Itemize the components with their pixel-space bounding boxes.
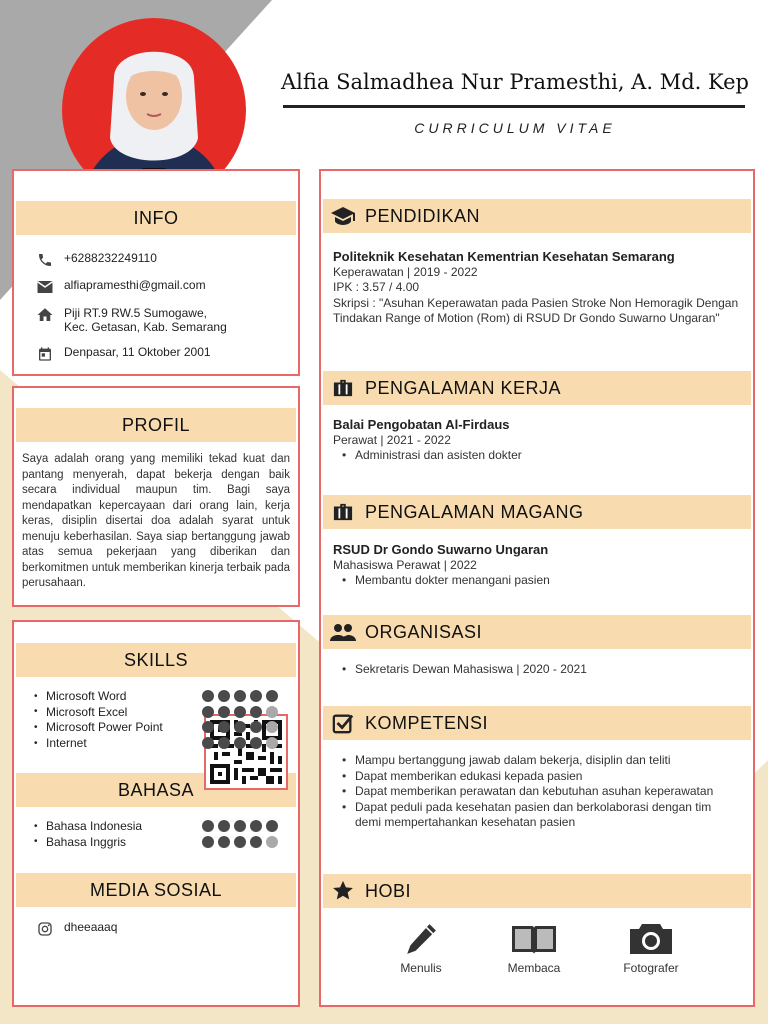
magang-entry xyxy=(333,542,741,589)
magang-place: RSUD Dr Gondo Suwarno Ungaran xyxy=(333,542,549,557)
skill-level-dots xyxy=(202,737,278,749)
bullet: • xyxy=(34,737,38,749)
language-level-dots xyxy=(202,820,278,832)
hobby-label: Fotografer xyxy=(623,961,679,975)
skill-row xyxy=(34,704,278,720)
skill-level-dots xyxy=(202,706,278,718)
briefcase-icon xyxy=(329,374,357,402)
level-dot-empty xyxy=(266,721,278,733)
document-subtitle: CURRICULUM VITAE xyxy=(414,120,616,136)
skill-level-dots xyxy=(202,690,278,702)
kompetensi-item: • Dapat memberikan perawatan dan kebutuhan asuhan keperawatan xyxy=(333,784,729,800)
kerja-band xyxy=(323,371,751,405)
school-name: Politeknik Kesehatan Kementrian Kesehatan Semarang xyxy=(333,249,675,264)
organisasi-item: • Sekretaris Dewan Mahasiswa | 2020 - 2021 xyxy=(333,662,741,678)
media-title: MEDIA SOSIAL xyxy=(16,873,296,907)
hobby-menulis xyxy=(376,919,466,975)
level-dot-empty xyxy=(266,706,278,718)
skripsi: Skripsi : "Asuhan Keperawatan pada Pasien Stroke Non Hemoragik Dengan Tindakan Range of Motion (Rom) di RSUD Dr Gondo Suwarno Ungaran" xyxy=(333,295,739,325)
kerja-entry xyxy=(333,417,741,464)
bullet: • xyxy=(34,706,38,718)
language-row xyxy=(34,818,278,834)
star-icon xyxy=(329,877,357,905)
hobby-label: Membaca xyxy=(507,961,561,975)
profil-text: Saya adalah orang yang memiliki tekad kuat dan pantang menyerah, dapat bekerja dengan baik secara individual maupun tim. Bagi saya mendapatkan kepercayaan dari orang lain, kerja keras, disiplin disertai doa adalah syarat untuk menuju keberhasilan. Saya siap bertanggung jawab atas semua pekerjaan yang diberikan dan berkomitmen untuk memberikan kinerja terbaik pada perusahaan. xyxy=(22,453,290,589)
magang-role-years: Mahasiswa Perawat | 2022 xyxy=(333,557,477,572)
mail-icon xyxy=(34,278,56,296)
level-dot-filled xyxy=(202,690,214,702)
level-dot-filled xyxy=(202,706,214,718)
organisasi-band xyxy=(323,615,751,649)
checkbox-icon xyxy=(329,709,357,737)
pendidikan-band xyxy=(323,199,751,233)
level-dot-filled xyxy=(234,690,246,702)
level-dot-filled xyxy=(234,836,246,848)
magang-item: • Membantu dokter menangani pasien xyxy=(333,573,741,589)
level-dot-filled xyxy=(250,690,262,702)
organisasi-entry xyxy=(333,662,741,678)
kerja-place: Balai Pengobatan Al-Firdaus xyxy=(333,417,510,432)
skills-title: SKILLS xyxy=(16,643,296,677)
kerja-role-years: Perawat | 2021 - 2022 xyxy=(333,432,451,447)
instagram-handle: dheeaaaq xyxy=(64,920,118,934)
level-dot-filled xyxy=(202,836,214,848)
level-dot-filled xyxy=(202,820,214,832)
pendidikan-entry xyxy=(333,249,741,327)
bullet: • xyxy=(34,721,38,733)
phone-number: +6288232249110 xyxy=(64,251,157,265)
instagram-icon xyxy=(34,920,56,938)
skills-panel xyxy=(12,620,300,1007)
level-dot-filled xyxy=(202,737,214,749)
level-dot-filled xyxy=(234,706,246,718)
phone-row xyxy=(34,251,157,269)
group-icon xyxy=(329,618,357,646)
level-dot-filled xyxy=(218,706,230,718)
camera-icon xyxy=(606,919,696,959)
profil-title: PROFIL xyxy=(16,408,296,442)
calendar-icon xyxy=(34,345,56,363)
address-row xyxy=(34,306,227,334)
info-title: INFO xyxy=(16,201,296,235)
hobi-band xyxy=(323,874,751,908)
pendidikan-title: PENDIDIKAN xyxy=(365,205,481,226)
level-dot-filled xyxy=(250,721,262,733)
kompetensi-item: • Dapat peduli pada kesehatan pasien dan berkolaborasi dengan tim demi mempertahankan kesehatan pasien xyxy=(333,800,729,831)
language-level-dots xyxy=(202,836,278,848)
bullet: • xyxy=(34,836,38,848)
kompetensi-item: • Mampu bertanggung jawab dalam bekerja, disiplin dan teliti xyxy=(333,753,729,769)
skill-row xyxy=(34,735,278,751)
magang-band xyxy=(323,495,751,529)
address-line-2: Kec. Getasan, Kab. Semarang xyxy=(64,320,227,334)
kerja-item: • Administrasi dan asisten dokter xyxy=(333,448,741,464)
skill-level-dots xyxy=(202,721,278,733)
skill-row xyxy=(34,719,278,735)
address-line-1: Piji RT.9 RW.5 Sumogawe, xyxy=(64,306,207,320)
level-dot-filled xyxy=(266,690,278,702)
skill-label: Microsoft Word xyxy=(46,689,127,703)
magang-title: PENGALAMAN MAGANG xyxy=(365,501,584,522)
organisasi-title: ORGANISASI xyxy=(365,621,483,642)
info-panel xyxy=(12,169,300,376)
level-dot-filled xyxy=(234,737,246,749)
major-years: Keperawatan | 2019 - 2022 xyxy=(333,264,478,279)
level-dot-filled xyxy=(218,820,230,832)
kerja-title: PENGALAMAN KERJA xyxy=(365,377,562,398)
level-dot-empty xyxy=(266,836,278,848)
ipk: IPK : 3.57 / 4.00 xyxy=(333,280,420,294)
briefcase-icon xyxy=(329,498,357,526)
pen-icon xyxy=(376,919,466,959)
hobby-membaca xyxy=(489,919,579,975)
level-dot-filled xyxy=(266,820,278,832)
kompetensi-band xyxy=(323,706,751,740)
language-label: Bahasa Indonesia xyxy=(46,819,143,833)
language-row xyxy=(34,834,278,850)
home-icon xyxy=(34,306,56,324)
instagram-row xyxy=(34,920,117,938)
profil-panel xyxy=(12,386,300,607)
kompetensi-title: KOMPETENSI xyxy=(365,712,489,733)
book-icon xyxy=(489,919,579,959)
full-name: Alfia Salmadhea Nur Pramesthi, A. Md. Kep xyxy=(281,70,749,94)
level-dot-filled xyxy=(218,721,230,733)
level-dot-filled xyxy=(234,721,246,733)
birth-date: Denpasar, 11 Oktober 2001 xyxy=(64,345,211,359)
bullet: • xyxy=(34,820,38,832)
language-label: Bahasa Inggris xyxy=(46,834,127,849)
bullet: • xyxy=(34,690,38,702)
skill-label: Internet xyxy=(46,736,87,751)
level-dot-filled xyxy=(250,820,262,832)
level-dot-filled xyxy=(234,820,246,832)
right-panel xyxy=(319,169,755,1007)
kompetensi-entry xyxy=(333,753,729,831)
level-dot-filled xyxy=(218,836,230,848)
bahasa-title: BAHASA xyxy=(16,773,296,807)
name-divider xyxy=(283,105,745,108)
email-row xyxy=(34,278,206,296)
level-dot-filled xyxy=(250,706,262,718)
level-dot-filled xyxy=(250,737,262,749)
hobby-fotografer xyxy=(606,919,696,975)
skill-row xyxy=(34,688,278,704)
email-address: alfiapramesthi@gmail.com xyxy=(64,278,206,292)
skill-label: Microsoft Power Point xyxy=(46,720,163,735)
level-dot-filled xyxy=(202,721,214,733)
level-dot-filled xyxy=(250,836,262,848)
phone-icon xyxy=(34,251,56,269)
kompetensi-item: • Dapat memberikan edukasi kepada pasien xyxy=(333,769,729,785)
level-dot-empty xyxy=(266,737,278,749)
hobi-title: HOBI xyxy=(365,880,412,901)
skill-label: Microsoft Excel xyxy=(46,704,128,719)
level-dot-filled xyxy=(218,690,230,702)
graduation-cap-icon xyxy=(329,202,357,230)
birth-row xyxy=(34,345,211,363)
hobby-label: Menulis xyxy=(400,961,442,975)
level-dot-filled xyxy=(218,737,230,749)
